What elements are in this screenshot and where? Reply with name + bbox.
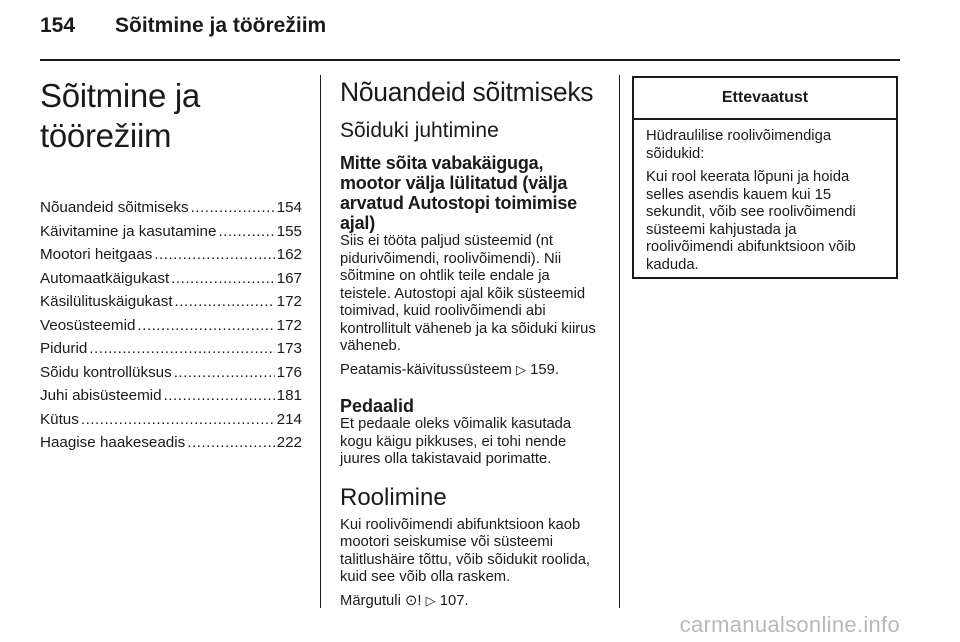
- toc-list: [40, 196, 302, 455]
- toc-page: 172: [276, 316, 302, 334]
- column-divider: [320, 75, 321, 608]
- steering-warning-icon: ⊙!: [404, 592, 422, 609]
- cross-reference[interactable]: [340, 361, 604, 380]
- toc-page: 176: [276, 363, 302, 381]
- toc-item[interactable]: [40, 314, 302, 338]
- toc-label: Haagise haakeseadis: [40, 434, 186, 451]
- toc-item[interactable]: [40, 337, 302, 361]
- ref-text: Märgutuli: [340, 592, 401, 609]
- left-column: [40, 76, 302, 455]
- toc-label: Veosüsteemid: [40, 316, 136, 334]
- toc-item[interactable]: [40, 220, 302, 244]
- caution-title: Ettevaatust: [634, 78, 896, 120]
- body-paragraph: Kui roolivõimendi abifunktsioon kaob mootori seiskumise või süsteemi talitlushäire tõttu, võib sõidukit roolida, kuid see võib olla raskem.: [340, 516, 591, 585]
- toc-label: Juhi abisüsteemid: [40, 387, 162, 404]
- chapter-title: Sõitmine ja töörežiim: [40, 77, 200, 154]
- toc-item[interactable]: [40, 290, 302, 314]
- watermark: carmanualsonline.info: [679, 612, 900, 637]
- toc-page: 173: [276, 340, 302, 357]
- toc-leader: [154, 243, 274, 267]
- toc-label: Automaatkäigukast: [40, 269, 170, 287]
- running-header-title: Sõitmine ja töörežiim: [115, 14, 327, 37]
- toc-leader: [89, 337, 274, 361]
- toc-page: 162: [276, 246, 302, 263]
- toc-leader: [81, 408, 275, 432]
- toc-label: Sõidu kontrollüksus: [40, 363, 172, 381]
- caution-paragraph: Hüdraulilise roolivõimendiga sõidukid:: [646, 128, 832, 162]
- toc-leader: [137, 314, 274, 338]
- toc-page: 222: [276, 434, 302, 451]
- toc-leader: [175, 290, 275, 314]
- body-paragraph: Siis ei tööta paljud süsteemid (nt pidurivõimendi, roolivõimendi). Nii sõitmine on ohtlik teile endale ja teistele. Autostopi ajal kõik süsteemid toimivad, kuid roolivõimendi abi kontrollitult väheneb ja ka sõiduki kiirus väheneb.: [340, 233, 596, 354]
- toc-page: 167: [276, 269, 302, 287]
- toc-leader: [187, 431, 274, 455]
- ref-page: 159.: [530, 361, 559, 378]
- triangle-ref-icon: ▷: [425, 592, 436, 608]
- toc-page: 181: [276, 387, 302, 404]
- ref-page: 107.: [439, 592, 469, 609]
- ref-text: Peatamis-käivitussüsteem: [340, 361, 512, 378]
- toc-page: 154: [276, 199, 302, 216]
- caution-box: [632, 76, 898, 279]
- column-divider: [619, 75, 620, 608]
- topic-heading: Pedaalid: [340, 396, 415, 416]
- toc-leader: [164, 384, 275, 408]
- triangle-ref-icon: ▷: [516, 361, 526, 377]
- subsection-heading: Roolimine: [340, 483, 447, 511]
- toc-leader: [218, 220, 274, 244]
- toc-item[interactable]: [40, 384, 302, 408]
- spacer: [340, 384, 604, 396]
- toc-label: Käivitamine ja kasutamine: [40, 222, 217, 240]
- toc-label: Mootori heitgaas: [40, 246, 153, 263]
- section-heading: Nõuandeid sõitmiseks: [340, 77, 594, 107]
- toc-leader: [191, 196, 275, 220]
- toc-page: 214: [276, 410, 302, 428]
- caution-paragraph: Kui rool keerata lõpuni ja hoida selles asendis kauem kui 15 sekundit, võib see roolivõimendi süsteemi kahjustada ja roolivõimendi abifunktsioon võib kaduda.: [646, 169, 856, 273]
- topic-heading: Mitte sõita vabakäiguga, mootor välja lülitatud (välja arvatud Autostopi toimimise ajal): [340, 153, 577, 233]
- toc-label: Kütus: [40, 410, 79, 428]
- toc-label: Pidurid: [40, 340, 88, 357]
- cross-reference[interactable]: [340, 592, 604, 611]
- toc-page: 172: [276, 293, 302, 310]
- middle-column: [340, 76, 604, 615]
- toc-item[interactable]: [40, 243, 302, 267]
- body-paragraph: Et pedaale oleks võimalik kasutada kogu käigu pikkuses, ei tohi nende juures olla takistavaid porimatte.: [340, 416, 572, 467]
- toc-leader: [171, 267, 274, 291]
- toc-leader: [174, 361, 275, 385]
- toc-item[interactable]: [40, 267, 302, 291]
- toc-item[interactable]: [40, 408, 302, 432]
- toc-page: 155: [276, 222, 302, 240]
- toc-item[interactable]: [40, 196, 302, 220]
- toc-label: Käsilülituskäigukast: [40, 293, 173, 310]
- subsection-heading: Sõiduki juhtimine: [340, 119, 499, 142]
- caution-body: [634, 120, 896, 274]
- toc-label: Nõuandeid sõitmiseks: [40, 199, 189, 216]
- header-divider: [40, 59, 900, 61]
- page-number: 154: [40, 14, 76, 37]
- toc-item[interactable]: [40, 431, 302, 455]
- toc-item[interactable]: [40, 361, 302, 385]
